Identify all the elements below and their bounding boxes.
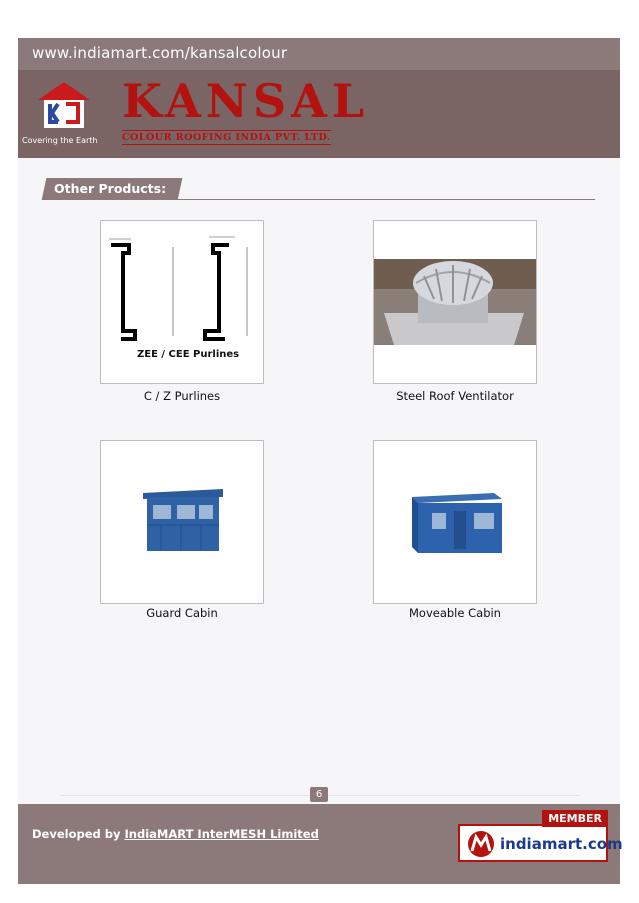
company-logo-icon xyxy=(36,80,92,132)
badge-box xyxy=(458,824,623,862)
product-card-guard-cabin[interactable] xyxy=(100,440,264,604)
badge-brand: indiamart.com xyxy=(500,835,623,853)
site-url[interactable]: www.indiamart.com/kansalcolour xyxy=(32,44,288,62)
product-caption-moveable-cabin[interactable]: Moveable Cabin xyxy=(409,606,501,620)
page-footer xyxy=(18,804,623,884)
company-header xyxy=(18,70,620,158)
guard-cabin-photo-icon xyxy=(101,441,263,603)
section-title xyxy=(42,178,183,200)
top-url-bar xyxy=(18,38,620,70)
product-card-purlines[interactable] xyxy=(100,220,264,384)
developer-link[interactable]: IndiaMART InterMESH Limited xyxy=(124,827,319,841)
product-caption-guard-cabin[interactable]: Guard Cabin xyxy=(146,606,218,620)
product-card-moveable-cabin[interactable] xyxy=(373,440,537,604)
page-number: 6 xyxy=(310,787,328,802)
indiamart-member-badge[interactable] xyxy=(458,810,623,876)
developed-by-prefix: Developed by xyxy=(32,827,121,841)
section-title-text: Other Products: xyxy=(54,181,167,196)
product-card-ventilator[interactable] xyxy=(373,220,537,384)
section-divider xyxy=(175,199,595,200)
indiamart-logo-icon xyxy=(464,829,498,859)
product-caption-ventilator[interactable]: Steel Roof Ventilator xyxy=(396,389,514,403)
brand-subtitle: COLOUR ROOFING INDIA PVT. LTD. xyxy=(122,132,331,143)
brand-name: KANSAL xyxy=(122,74,370,128)
purlines-image-label: ZEE / CEE Purlines xyxy=(137,349,240,360)
developed-by-text xyxy=(32,827,319,841)
ventilator-photo-icon xyxy=(374,221,536,383)
product-caption-purlines[interactable]: C / Z Purlines xyxy=(143,389,221,403)
badge-member-label: MEMBER xyxy=(542,810,608,827)
moveable-cabin-photo-icon xyxy=(374,441,536,603)
logo-tagline: Covering the Earth xyxy=(22,136,98,145)
